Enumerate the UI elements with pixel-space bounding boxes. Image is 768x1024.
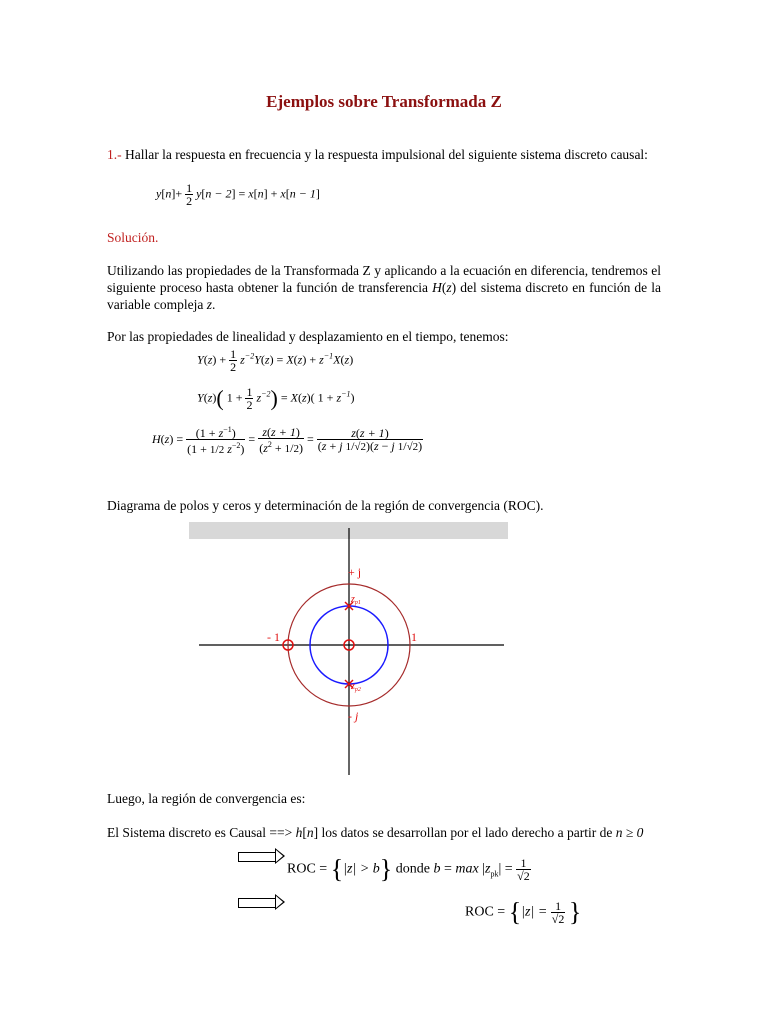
causal-paragraph: El Sistema discreto es Causal ==> h[n] los datos se desarrollan por el lado derecho a partir de n ≥ 0 (107, 825, 644, 840)
label-zp2: $z_{p2}$ (351, 681, 361, 693)
solution-label: Solución. (107, 230, 159, 245)
problem-statement (107, 146, 661, 163)
linearity-paragraph: Por las propiedades de linealidad y desplazamiento en el tiempo, tenemos: (107, 329, 509, 344)
region-paragraph: Luego, la región de convergencia es: (107, 791, 306, 806)
label-zp1: $z_{p1}$ (351, 594, 361, 606)
problem-number: 1.- (107, 147, 122, 162)
problem-text: Hallar la respuesta en frecuencia y la respuesta impulsional del siguiente sistema discreto causal: (125, 147, 648, 162)
difference-equation: y[n]+ $\frac{1}{2}$ y[n − 2] = x[n] + x[n − 1] (156, 181, 320, 208)
roc-statement-2: ROC = {|z| = $\frac{1}{√2}$ } (465, 897, 582, 927)
page-title: Ejemplos sobre Transformada Z (266, 92, 502, 111)
z-equation-2: Y(z)( 1 + $\frac{1}{2}$ $z^{-2}) = X(z)$( $1 + z^{-1}$) (197, 385, 355, 412)
implies-arrow-2 (238, 898, 275, 908)
pole-zero-diagram (189, 520, 519, 780)
intro-paragraph: Utilizando las propiedades de la Transformada Z y aplicando a la ecuación en diferencia, tendremos el siguiente proceso hasta obtener la función de transferencia H(z) del sistema discreto en función de la variable compleja z. (107, 263, 661, 312)
roc-statement-1: ROC = {|z| > b} donde $b = \max |z_{pk}|$ = $\frac{1}{√2}$ (287, 854, 530, 884)
diagram-caption: Diagrama de polos y ceros y determinación de la región de convergencia (ROC). (107, 498, 544, 513)
label-minus-j: - j (348, 709, 359, 723)
label-one: 1 (411, 630, 417, 644)
implies-arrow-1 (238, 852, 275, 862)
label-minus-one: - 1 (267, 630, 280, 644)
label-plus-j: + j (348, 565, 362, 579)
transfer-function: H(z) = $\frac{(1 + z^{-1})}{(1 + 1/2 z^{-2})}$ = $\frac{z(z + 1)}{(z^2 + 1/2)}$ = $\frac{z(z + 1)}{(z + j 1/√2)(z - j 1/√2)}$ (152, 424, 423, 456)
z-equation-1: Y(z) + $\frac{1}{2}$ $z^{-2}Y(z) = X(z) + z^{-1}X(z)$ (197, 347, 354, 374)
